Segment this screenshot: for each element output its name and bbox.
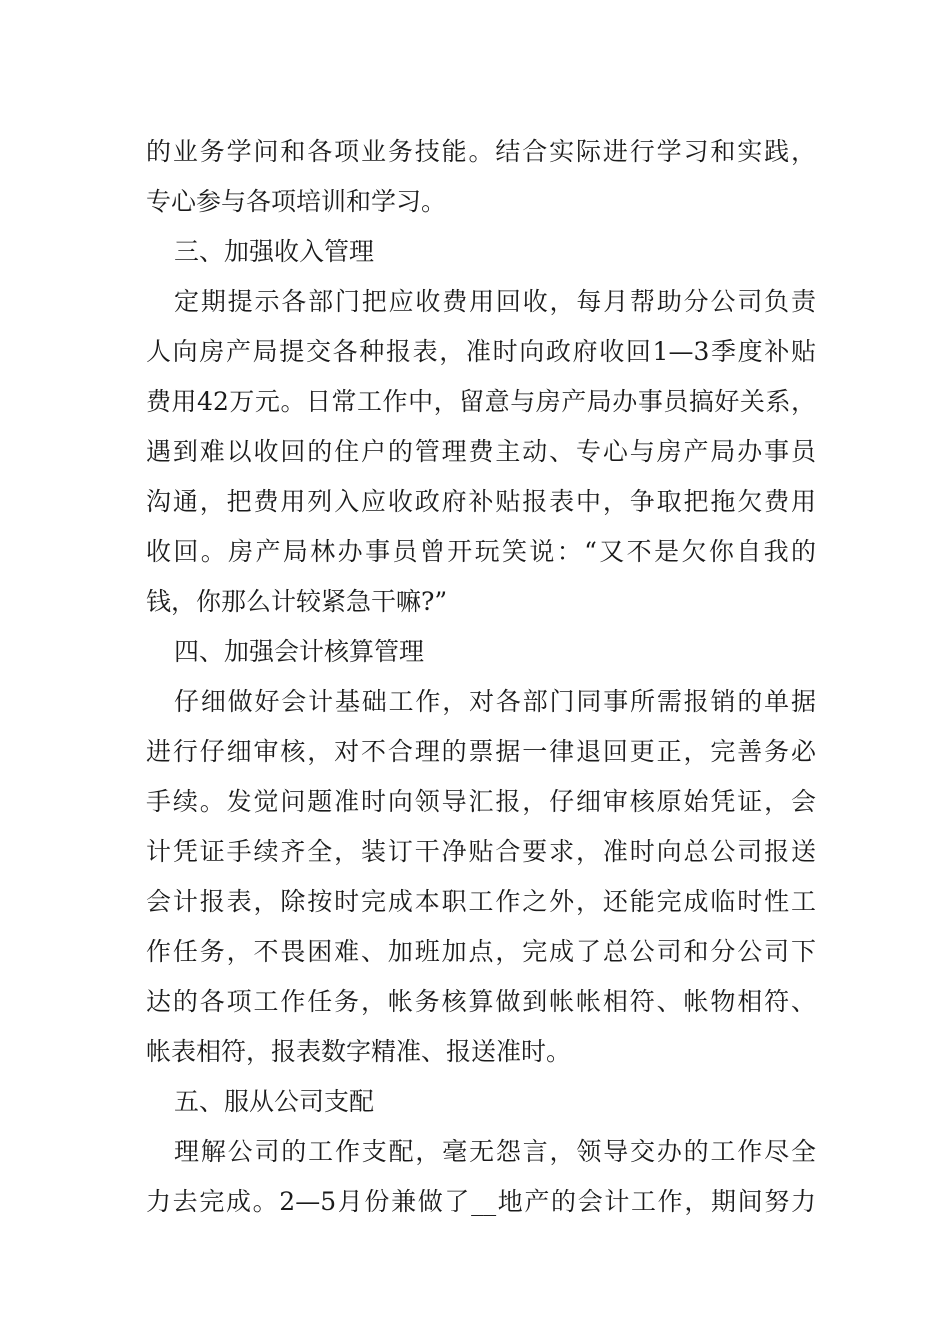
paragraph-line: 专心参与各项培训和学习。 — [146, 187, 447, 216]
paragraph-line: 进行仔细审核，对不合理的票据一律退回更正，完善务必 — [146, 737, 816, 766]
paragraph-line: 钱，你那么计较紧急干嘛?” — [146, 587, 448, 616]
paragraph-line: 理解公司的工作支配，毫无怨言，领导交办的工作尽全 — [174, 1137, 816, 1166]
section-heading: 五、服从公司支配 — [174, 1087, 375, 1116]
paragraph-line: 帐表相符，报表数字精准、报送准时。 — [146, 1037, 572, 1066]
paragraph-line: 作任务，不畏困难、加班加点，完成了总公司和分公司下 — [146, 937, 816, 966]
paragraph-line: 人向房产局提交各种报表，准时向政府收回1—3季度补贴 — [146, 337, 816, 366]
section-heading: 三、加强收入管理 — [174, 237, 375, 266]
paragraph-line: 力去完成。2—5月份兼做了__地产的会计工作，期间努力 — [146, 1187, 816, 1216]
paragraph-line: 的业务学问和各项业务技能。结合实际进行学习和实践， — [146, 137, 816, 166]
paragraph-line: 达的各项工作任务，帐务核算做到帐帐相符、帐物相符、 — [146, 987, 816, 1016]
paragraph-line: 手续。发觉问题准时向领导汇报，仔细审核原始凭证，会 — [146, 787, 816, 816]
section-heading: 四、加强会计核算管理 — [174, 637, 425, 666]
paragraph-line: 定期提示各部门把应收费用回收，每月帮助分公司负责 — [174, 287, 816, 316]
paragraph-line: 沟通，把费用列入应收政府补贴报表中，争取把拖欠费用 — [146, 487, 816, 516]
paragraph-line: 会计报表，除按时完成本职工作之外，还能完成临时性工 — [146, 887, 816, 916]
paragraph-line: 仔细做好会计基础工作，对各部门同事所需报销的单据 — [174, 687, 816, 716]
paragraph-line: 计凭证手续齐全，装订干净贴合要求，准时向总公司报送 — [146, 837, 816, 866]
paragraph-line: 收回。房产局林办事员曾开玩笑说：“又不是欠你自我的 — [146, 537, 816, 566]
paragraph-line: 遇到难以收回的住户的管理费主动、专心与房产局办事员 — [146, 437, 816, 466]
paragraph-line: 费用42万元。日常工作中，留意与房产局办事员搞好关系， — [146, 387, 816, 416]
